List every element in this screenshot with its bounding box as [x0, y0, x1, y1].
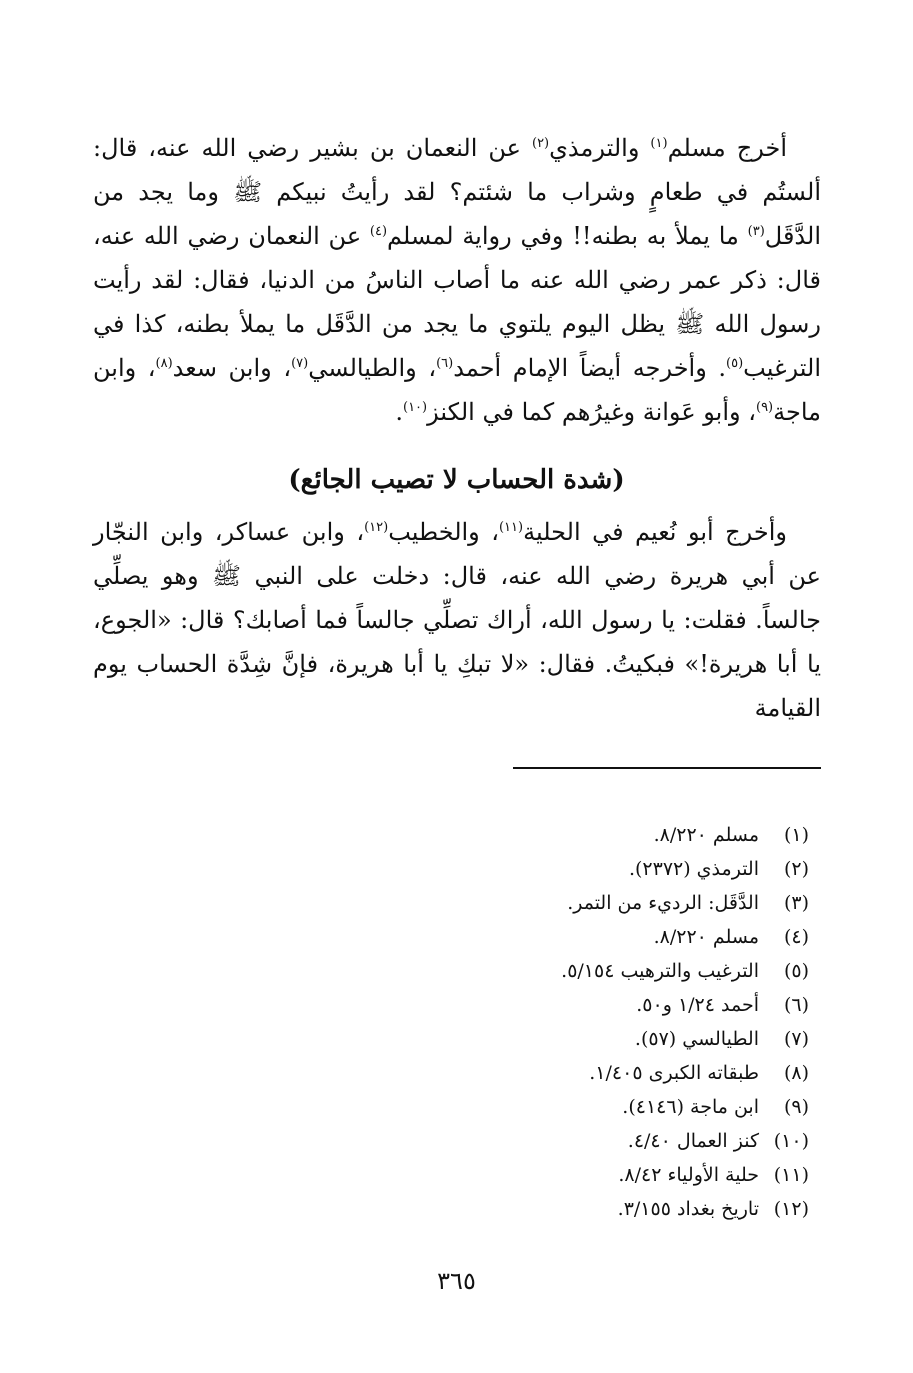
footnote-number: (٨)	[783, 1062, 809, 1084]
footnote-ref[interactable]: (١)	[650, 136, 668, 151]
paragraph-1	[93, 126, 821, 434]
footnote-ref[interactable]: (٣)	[747, 224, 765, 239]
text-run: ، وأبو عَوانة وغيرُهم كما في الكنز	[427, 398, 756, 426]
footnote-ref[interactable]: (١٢)	[364, 520, 389, 535]
page-number: ٣٦٥	[437, 1267, 476, 1295]
footnote-number: (١)	[783, 824, 809, 846]
text-run: ، وابن سعد	[172, 354, 292, 382]
footnote-ref[interactable]: (٩)	[755, 400, 774, 415]
paragraph-2	[93, 510, 821, 730]
text-run: عن النعمان بن بشير رضي الله عنه، قال: ألستُم في طعامٍ وشراب ما شئتم؟ لقد رأيتُ نبيكم ﷺ وما يجد من الدَّقَل	[93, 134, 822, 250]
footnote-ref[interactable]: (٢)	[531, 136, 550, 151]
footnote-text: الترغيب والترهيب ٥/١٥٤.	[561, 960, 759, 982]
footnote-text: تاريخ بغداد ٣/١٥٥.	[617, 1198, 759, 1220]
footnote-text: مسلم ٨/٢٢٠.	[653, 824, 759, 846]
footnote-item	[409, 818, 809, 852]
text-run: وأخرج أبو نُعيم في الحلية	[523, 518, 787, 546]
footnote-item	[409, 1124, 809, 1158]
footnote-text: مسلم ٨/٢٢٠.	[653, 926, 759, 948]
footnote-text: الدَّقَل: الرديء من التمر.	[567, 892, 759, 914]
footnote-number: (٢)	[783, 858, 809, 880]
footnote-text: أحمد ١/٢٤ و٥٠.	[636, 994, 759, 1016]
footnote-text: طبقاته الكبرى ١/٤٠٥.	[589, 1062, 759, 1084]
footnote-number: (٤)	[783, 926, 809, 948]
footnote-item	[409, 920, 809, 954]
footnote-number: (١٢)	[773, 1198, 809, 1220]
footnote-number: (٥)	[783, 960, 809, 982]
footnote-ref[interactable]: (٧)	[291, 356, 309, 371]
footnote-number: (١٠)	[773, 1130, 809, 1152]
text-run: أخرج مسلم	[667, 134, 787, 162]
footnote-number: (١١)	[773, 1164, 809, 1186]
text-run: ، وابن ماجة	[93, 354, 821, 426]
footnote-item	[409, 954, 809, 988]
text-run: ما يملأ به بطنه!! وفي رواية لمسلم	[387, 222, 748, 250]
footnote-item	[409, 886, 809, 920]
footnote-separator	[513, 767, 821, 769]
text-run: ، والطيالسي	[308, 354, 437, 382]
footnote-text: ابن ماجة (٤١٤٦).	[622, 1096, 759, 1118]
footnote-item	[409, 1192, 809, 1226]
footnote-ref[interactable]: (٤)	[369, 224, 388, 239]
footnote-item	[409, 1056, 809, 1090]
footnote-text: الطيالسي (٥٧).	[634, 1028, 759, 1050]
footnote-text: الترمذي (٢٣٧٢).	[628, 858, 759, 880]
footnote-ref[interactable]: (٨)	[155, 356, 173, 371]
text-run: .	[395, 398, 403, 426]
footnote-number: (٧)	[783, 1028, 809, 1050]
footnote-item	[409, 1090, 809, 1124]
footnote-ref[interactable]: (١١)	[498, 520, 524, 535]
footnote-item	[409, 1158, 809, 1192]
text-run: ، وابن عساكر، وابن النجّار عن أبي هريرة رضي الله عنه، قال: دخلت على النبي ﷺ وهو يصلِّي جالساً. فقلت: يا رسول الله، أراك تصلِّي جالساً فما أصابك؟ قال: «الجوع، يا أبا هريرة!» فبكيتُ. فقال: «لا تبكِ يا أبا هريرة، فإنَّ شِدَّة الحساب يوم القيامة	[93, 518, 821, 722]
main-text-block	[93, 126, 821, 434]
footnote-item	[409, 852, 809, 886]
footnote-item	[409, 1022, 809, 1056]
second-text-block	[93, 510, 821, 730]
footnote-number: (٦)	[783, 994, 809, 1016]
text-run: . وأخرجه أيضاً الإمام أحمد	[453, 354, 727, 382]
footnote-ref[interactable]: (٦)	[436, 356, 454, 371]
text-run: ، والخطيب	[388, 518, 499, 546]
footnote-number: (٣)	[783, 892, 809, 914]
text-run: والترمذي	[549, 134, 651, 162]
footnotes-list	[409, 818, 809, 1226]
footnote-item	[409, 988, 809, 1022]
footnote-text: كنز العمال ٤/٤٠.	[627, 1130, 759, 1152]
footnote-text: حلية الأولياء ٨/٤٢.	[618, 1164, 759, 1186]
footnote-ref[interactable]: (٥)	[726, 356, 744, 371]
footnote-ref[interactable]: (١٠)	[403, 400, 428, 415]
footnote-number: (٩)	[783, 1096, 809, 1118]
text-run: عن النعمان رضي الله عنه، قال: ذكر عمر رضي الله عنه ما أصاب الناسُ من الدنيا، فقال: لقد رأيت رسول الله ﷺ يظل اليوم يلتوي ما يجد من الدَّقَل ما يملأ بطنه، كذا في الترغيب	[93, 222, 821, 382]
section-heading: (شدة الحساب لا تصيب الجائع)	[288, 465, 625, 495]
